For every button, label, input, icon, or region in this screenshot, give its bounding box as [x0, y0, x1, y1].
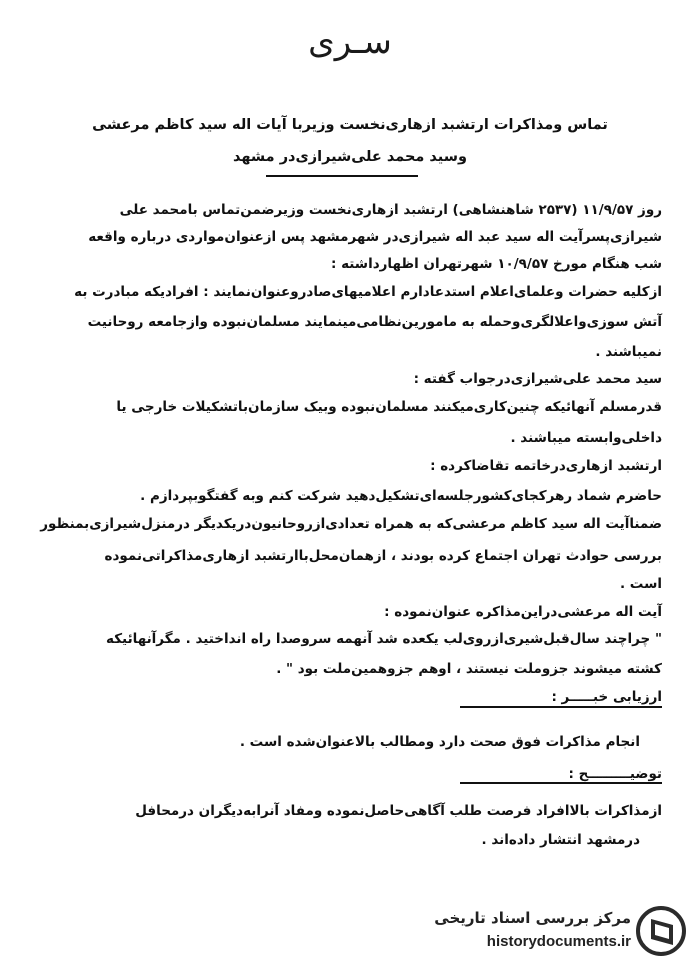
evaluation-heading: ارزیابی خبـــــر : — [551, 689, 662, 705]
title-underline — [266, 175, 418, 177]
body-line: سید محمد علی‌شیرازی‌درجواب گفته : — [413, 371, 662, 387]
body-line: است . — [619, 576, 662, 592]
document-title-line-1: تماس ومذاکرات ارتشبد ازهاری‌نخست وزیربا آیات اله سید کاظم مرعشی — [92, 117, 608, 133]
body-line: آیت اله مرعشی‌دراین‌مذاکره عنوان‌نموده : — [384, 604, 662, 620]
body-line: ارتشبد ازهاری‌درخاتمه تقاضاکرده : — [430, 458, 662, 474]
body-line: شیرازی‌پسرآیت اله سید عبد اله شیرازی‌در شهرمشهد پس ازعنوان‌مواردی درباره واقعه — [88, 229, 662, 245]
body-line: بررسی حوادث تهران اجتماع کرده بودند ، ازهمان‌محل‌باارتشبد ازهاری‌مذاکراتی‌نموده — [104, 548, 662, 564]
watermark-url: historydocuments.ir — [486, 933, 631, 950]
body-line: حاضرم شماد رهرکجای‌کشورجلسه‌ای‌تشکیل‌دهید شرکت کنم وبه گفتگوبپردازم . — [140, 488, 662, 504]
archive-logo-icon — [635, 905, 687, 957]
watermark-logo — [415, 903, 693, 961]
body-line: نمیباشند . — [595, 344, 662, 360]
body-line: آتش سوزی‌واعلا‌لگری‌وحمله به مامورین‌نظامی‌مینمایند مسلمان‌نبوده وازجامعه روحانیت — [87, 314, 662, 330]
body-line: داخلی‌وابسته میباشند . — [510, 430, 662, 446]
evaluation-text: انجام مذاکرات فوق صحت دارد ومطالب بالاعنوان‌شده است . — [239, 734, 640, 750]
watermark-name: مرکز بررسی اسناد تاریخی — [434, 909, 631, 927]
body-line: ضمناآیت اله سید کاظم مرعشی‌که به همراه تعدادی‌ازروحانیون‌دریکدیگر درمنزل‌شیرازی‌بمنظور — [40, 516, 662, 532]
body-line: روز ۱۱/۹/۵۷ (۲۵۳۷ شاهنشاهی) ارتشبد ازهاری‌نخست وزیرضمن‌تماس بامحمد علی — [119, 202, 662, 218]
body-line: " چراچند سال‌قبل‌شیری‌ازروی‌لب یکعده شد آنهمه سروصدا راه انداختید . مگرآنهائیکه — [106, 631, 662, 647]
body-line: قدرمسلم آنهائیکه چنین‌کاری‌میکنند مسلمان‌نبوده وبیک سازمان‌باتشکیلات خارجی یا — [116, 399, 662, 415]
explanation-heading-underline — [460, 782, 662, 784]
explanation-line: ازمذاکرات بالاافراد فرصت طلب آگاهی‌حاصل‌نموده ومفاد آنرابه‌دیگران درمحافل — [135, 803, 662, 819]
explanation-line: درمشهد انتشار داده‌اند . — [481, 832, 640, 848]
evaluation-heading-underline — [460, 706, 662, 708]
document-title-line-2: وسید محمد علی‌شیرازی‌در مشهد — [232, 149, 467, 165]
body-line: شب هنگام مورخ ۱۰/۹/۵۷ شهرتهران اظهارداشته : — [331, 256, 662, 272]
body-line: ازکلیه حضرات وعلمای‌اعلام استدعادارم اعلامیهای‌صادروعنوان‌نمایند : افرادیکه مبادرت به — [74, 284, 662, 300]
explanation-heading: توضیـــــــــح : — [568, 766, 662, 782]
body-line: کشته میشوند جزوملت نیستند ، اوهم جزوهمین‌ملت بود " . — [276, 661, 662, 677]
classification-mark: سـری — [308, 22, 392, 62]
